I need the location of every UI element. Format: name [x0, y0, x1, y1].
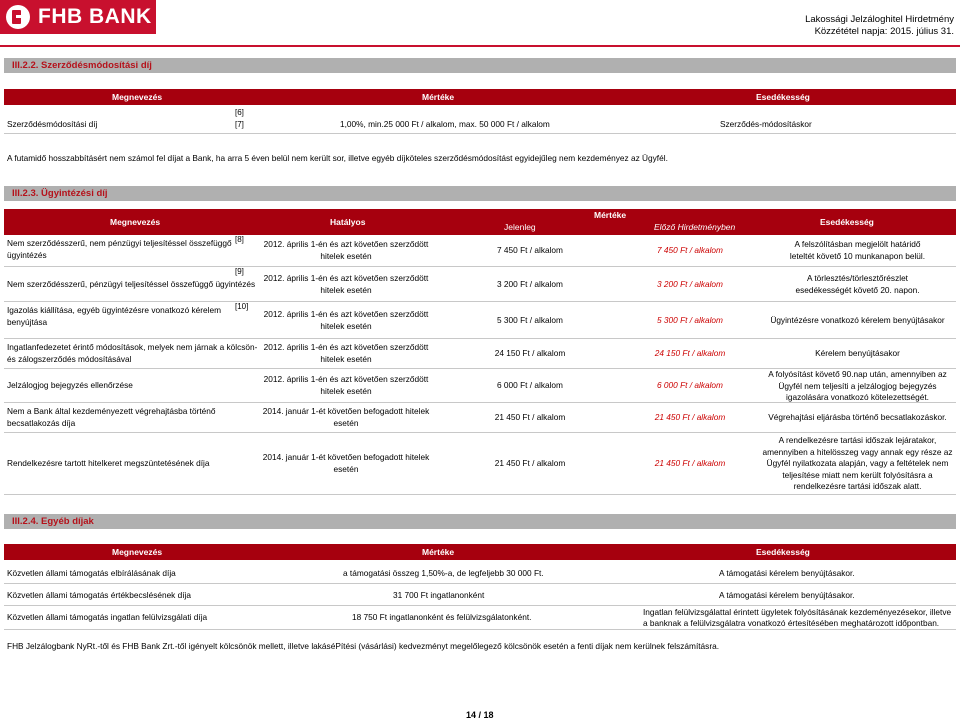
col-current: Jelenleg: [504, 222, 536, 232]
fee-name: Közvetlen állami támogatás értékbecslésének díja: [7, 590, 192, 600]
section-note: A futamidő hosszabbításért nem számol fel díjat a Bank, ha arra 5 éven belül nem került sor, illetve egyéb díjköteles szerződésmódosítást egyidejűleg nem kezdeményez az Ügyfél.: [7, 153, 668, 163]
due-text: Ingatlan felülvizsgálattal érintett ügyletek folyósításának kezdeményezésekor, illetve: [643, 607, 952, 617]
previous-fee: 6 000 Ft / alkalom: [657, 380, 723, 390]
document-header-info: [805, 14, 954, 38]
due-text: leteltét követő 10 munkanapon belül.: [789, 250, 926, 261]
row-divider: [4, 629, 956, 630]
due-text: Ügyintézésre vonatkozó kérelem benyújtásakor: [770, 315, 945, 325]
col-due: Esedékesség: [820, 217, 874, 227]
due-text: Ügyfél nem teljesíti a jelzálogjog bejegyzés: [778, 380, 937, 391]
previous-fee: 21 450 Ft / alkalom: [654, 412, 726, 422]
row-divider: [4, 133, 956, 134]
fee-name: Szerződésmódosítási díj: [7, 119, 98, 129]
validity-text: 2012. április 1-én és azt követően szerződött: [263, 239, 429, 249]
fee-amount: a támogatási összeg 1,50%-a, de legfeljebb 30 000 Ft.: [343, 568, 544, 578]
col-due: Esedékesség: [756, 547, 810, 557]
footnote-ref: [6]: [235, 108, 244, 117]
publication-date: Közzététel napja: 2015. július 31.: [814, 26, 954, 37]
col-rate: Mértéke: [594, 210, 627, 220]
col-amount: Mértéke: [422, 547, 455, 557]
current-fee: 24 150 Ft / alkalom: [494, 348, 566, 358]
col-name: Megnevezés: [112, 547, 163, 557]
previous-fee: 21 450 Ft / alkalom: [654, 458, 726, 468]
due-text: A támogatási kérelem benyújtásakor.: [719, 568, 855, 578]
current-fee: 21 450 Ft / alkalom: [494, 412, 566, 422]
due-text: Végrehajtási eljárásba történő becsatlakozáskor.: [768, 412, 947, 422]
fee-name: Rendelkezésre tartott hitelkeret megszüntetésének díja: [7, 458, 210, 468]
due-text: Ügyfél nyilatkozata alapján, vagy a feltételek nem: [766, 458, 949, 468]
validity-text: 2012. április 1-én és azt követően szerződött: [263, 273, 429, 283]
row-divider: [4, 402, 956, 403]
current-fee: 5 300 Ft / alkalom: [497, 315, 563, 325]
fee-due: Szerződés-módosításkor: [720, 119, 812, 129]
due-text: Kérelem benyújtásakor: [815, 348, 900, 358]
footnote-ref: [8]: [235, 235, 244, 244]
col-name: Megnevezés: [112, 92, 163, 102]
row-divider: [4, 301, 956, 302]
footnote-ref: [10]: [235, 302, 249, 311]
row-divider: [4, 583, 956, 584]
fee-name: Közvetlen állami támogatás ingatlan felülvizsgálati díja: [7, 612, 208, 622]
header-divider: [0, 45, 960, 47]
due-text: a banknak a felülvizsgálatra vonatkozó értesítésében meghatározott időpontban.: [643, 618, 940, 628]
page-number: 14 / 18: [466, 710, 494, 720]
section-title-2-3: III.2.3. Ügyintézési díj: [4, 186, 956, 201]
section-note: FHB Jelzálogbank NyRt.-től és FHB Bank Zrt.-től igényelt kölcsönök mellett, illetve lakáséPítési (vásárlási) kedvezményt megelőlegező kölcsönök esetén a fenti díjak nem kerülnek felszámításra.: [7, 641, 719, 651]
col-due: Esedékesség: [756, 92, 810, 102]
table-header-2-3: [4, 209, 956, 235]
fhb-bank-logo: [0, 0, 156, 34]
col-previous: Előző Hirdetményben: [654, 222, 736, 232]
validity-text: 2012. április 1-én és azt követően szerződött: [263, 342, 429, 352]
fee-name: benyújtása: [7, 317, 48, 327]
validity-text: esetén: [333, 464, 359, 474]
fee-amount: 18 750 Ft ingatlanonként és felülvizsgálatonként.: [352, 612, 532, 622]
due-text: rendelkezésre tartási időszak alatt.: [793, 481, 922, 491]
validity-text: hitelek esetén: [320, 321, 372, 331]
fee-name: Igazolás kiállítása, egyéb ügyintézésre vonatkozó kérelem: [7, 305, 221, 315]
row-divider: [4, 266, 956, 267]
due-text: igazolására vonatkozó kötelezettségét.: [786, 392, 929, 402]
previous-fee: 7 450 Ft / alkalom: [657, 245, 723, 255]
validity-text: hitelek esetén: [320, 386, 372, 396]
footnote-ref: [7]: [235, 120, 244, 129]
section-title-2-4: III.2.4. Egyéb díjak: [4, 514, 956, 529]
col-valid: Hatályos: [330, 217, 366, 227]
footnote-ref: [9]: [235, 267, 244, 276]
fee-name: Nem a Bank által kezdeményezett végrehajtásba történő: [7, 406, 216, 416]
col-name: Megnevezés: [110, 217, 161, 227]
due-text: A támogatási kérelem benyújtásakor.: [719, 590, 855, 600]
due-text: esedékességét követő 20. napon.: [795, 284, 920, 295]
current-fee: 7 450 Ft / alkalom: [497, 245, 563, 255]
validity-text: 2014. január 1-ét követően befogadott hitelek: [262, 452, 430, 462]
due-text: A felszólításban megjelölt határidő: [794, 239, 921, 249]
col-amount: Mértéke: [422, 92, 455, 102]
validity-text: 2012. április 1-én és azt követően szerződött: [263, 309, 429, 319]
previous-fee: 5 300 Ft / alkalom: [657, 315, 723, 325]
validity-text: 2014. január 1-ét követően befogadott hitelek: [262, 406, 430, 416]
current-fee: 21 450 Ft / alkalom: [494, 458, 566, 468]
due-text: A rendelkezésre tartási időszak lejáratakor,: [778, 435, 937, 445]
fee-name: Közvetlen állami támogatás elbírálásának díja: [7, 568, 176, 578]
validity-text: hitelek esetén: [320, 285, 372, 295]
row-divider: [4, 494, 956, 495]
current-fee: 6 000 Ft / alkalom: [497, 380, 563, 390]
validity-text: esetén: [333, 418, 359, 428]
due-text: amennyiben a hitelösszeg vagy annak egy része az: [762, 446, 953, 457]
fee-name: Nem szerződésszerű, pénzügyi teljesítéssel összefüggő ügyintézés: [7, 279, 256, 289]
fee-name: Jelzálogjog bejegyzés ellenőrzése: [7, 380, 133, 390]
fee-name: becsatlakozás díja: [7, 418, 76, 428]
table-header-2-2: [4, 89, 956, 105]
row-divider: [4, 338, 956, 339]
fee-name: Nem szerződésszerű, nem pénzügyi teljesítéssel összefüggő: [7, 238, 232, 248]
fee-amount: 31 700 Ft ingatlanonként: [393, 590, 485, 600]
previous-fee: 3 200 Ft / alkalom: [657, 279, 723, 289]
current-fee: 3 200 Ft / alkalom: [497, 279, 563, 289]
fee-amount: 1,00%, min.25 000 Ft / alkalom, max. 50 000 Ft / alkalom: [340, 119, 550, 129]
fee-name: Ingatlanfedezetet érintő módosítások, melyek nem járnak a kölcsön-: [7, 342, 258, 352]
previous-fee: 24 150 Ft / alkalom: [654, 348, 726, 358]
document-title: Lakossági Jelzáloghitel Hirdetmény: [805, 14, 954, 25]
validity-text: 2012. április 1-én és azt követően szerződött: [263, 374, 429, 384]
due-text: A folyósítást követő 90.nap után, amennyiben az: [768, 369, 947, 379]
validity-text: hitelek esetén: [320, 354, 372, 364]
due-text: teljesítése miatt nem került folyósításra a: [782, 469, 933, 480]
fhb-emblem-icon: [6, 5, 30, 29]
row-divider: [4, 432, 956, 433]
logo-text: FHB BANK: [38, 5, 152, 28]
due-text: A törlesztés/törlesztőrészlet: [807, 273, 908, 283]
section-title-2-2: III.2.2. Szerződésmódosítási díj: [4, 58, 956, 73]
table-header-2-4: [4, 544, 956, 560]
fee-name: ügyintézés: [7, 250, 47, 260]
row-divider: [4, 605, 956, 606]
fee-name: és zálogszerződés módosításával: [7, 354, 132, 364]
validity-text: hitelek esetén: [320, 251, 372, 261]
